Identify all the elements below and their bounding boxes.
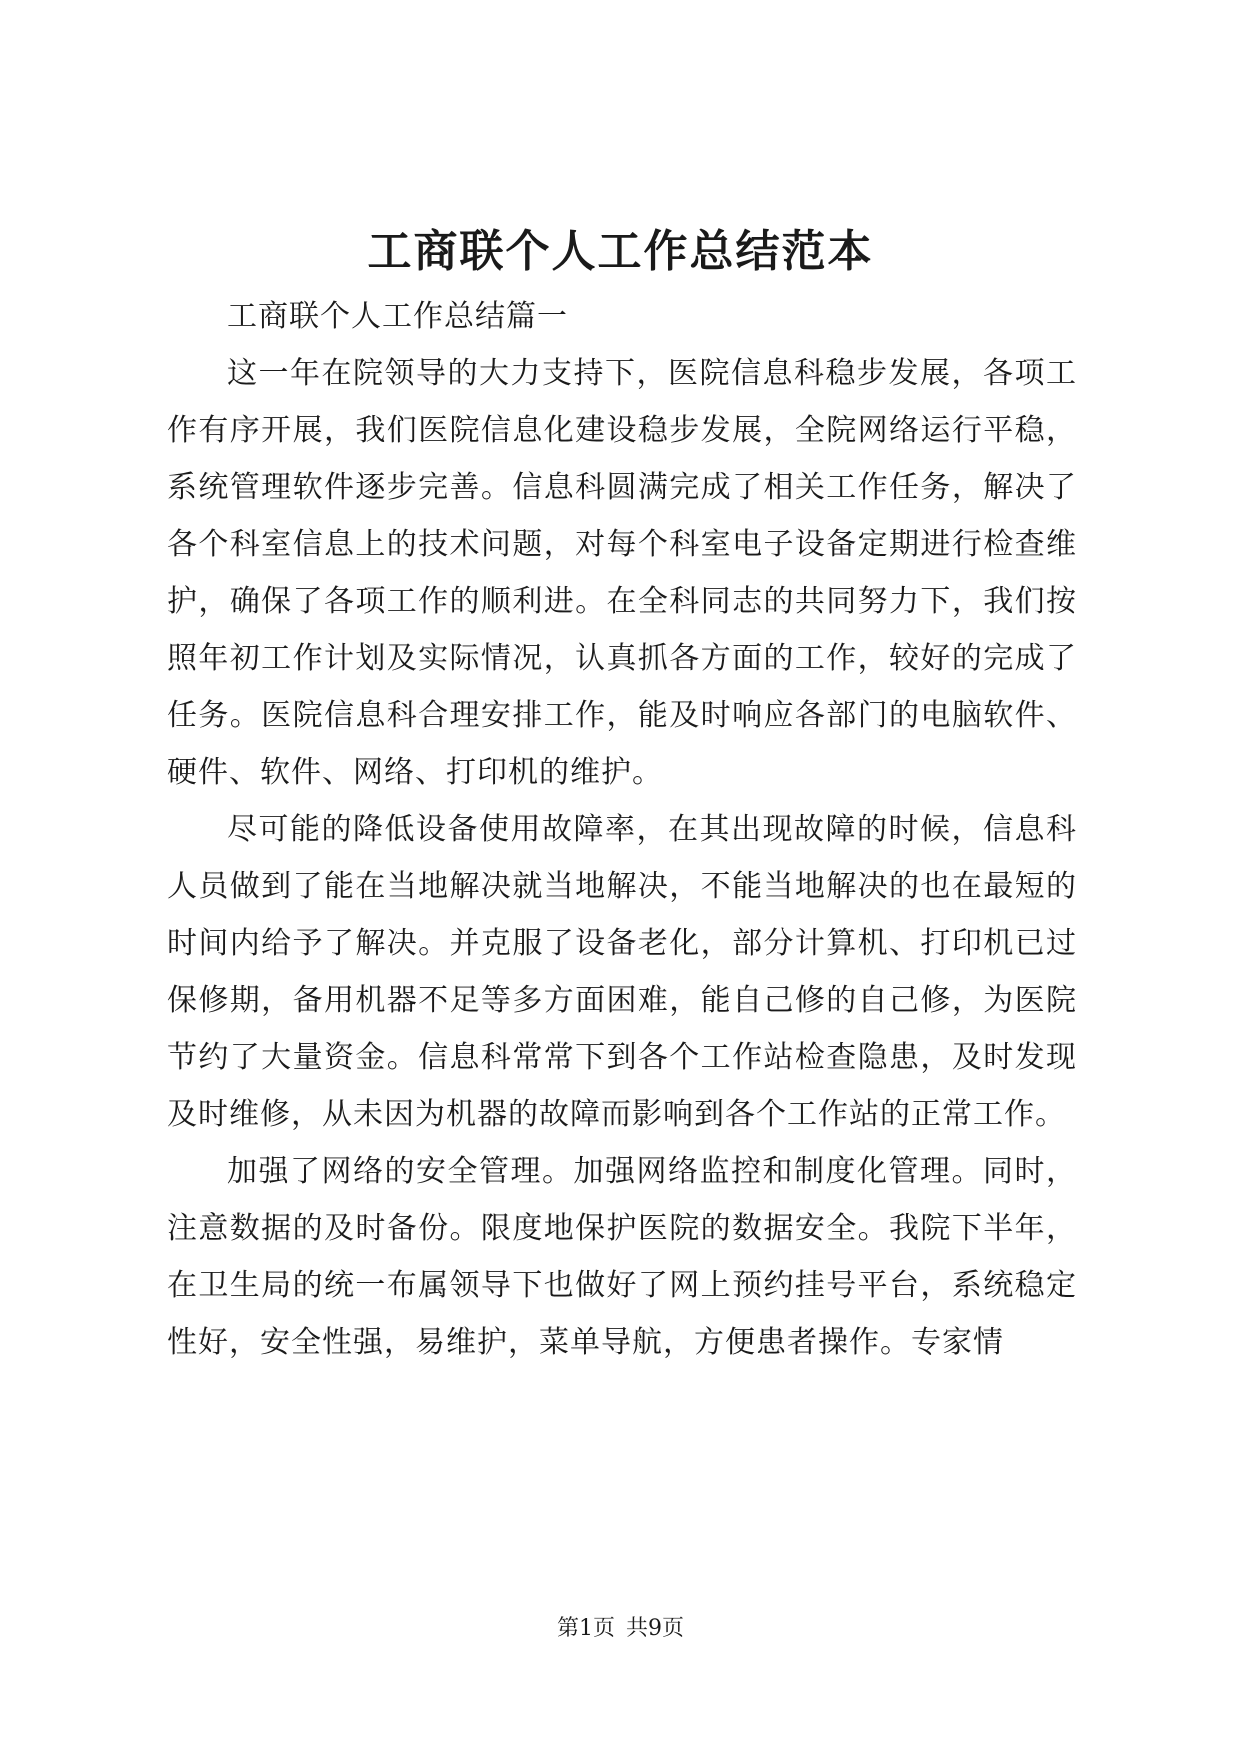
document-body <box>167 288 1077 1371</box>
document-title: 工商联个人工作总结范本 <box>367 226 874 277</box>
section-heading: 工商联个人工作总结篇一 <box>227 299 568 334</box>
paragraph: 尽可能的降低设备使用故障率，在其出现故障的时候，信息科人员做到了能在当地解决就当地解决，不能当地解决的也在最短的时间内给予了解决。并克服了设备老化，部分计算机、打印机已过保修期，备用机器不足等多方面困难，能自己修的自己修，为医院节约了大量资金。信息科常常下到各个工作站检查隐患，及时发现及时维修，从未因为机器的故障而影响到各个工作站的正常工作。 <box>167 812 1077 1132</box>
page-number: 第1页 <box>557 1616 615 1641</box>
paragraph: 这一年在院领导的大力支持下，医院信息科稳步发展，各项工作有序开展，我们医院信息化建设稳步发展，全院网络运行平稳，系统管理软件逐步完善。信息科圆满完成了相关工作任务，解决了各个科室信息上的技术问题，对每个科室电子设备定期进行检查维护，确保了各项工作的顺利进。在全科同志的共同努力下，我们按照年初工作计划及实际情况，认真抓各方面的工作，较好的完成了任务。医院信息科合理安排工作，能及时响应各部门的电脑软件、硬件、软件、网络、打印机的维护。 <box>167 356 1077 790</box>
page-total: 共9页 <box>626 1616 684 1641</box>
page-footer <box>0 1614 1241 1644</box>
paragraph: 加强了网络的安全管理。加强网络监控和制度化管理。同时，注意数据的及时备份。限度地保护医院的数据安全。我院下半年，在卫生局的统一布属领导下也做好了网上预约挂号平台，系统稳定性好，安全性强，易维护，菜单导航，方便患者操作。专家情 <box>167 1154 1077 1360</box>
